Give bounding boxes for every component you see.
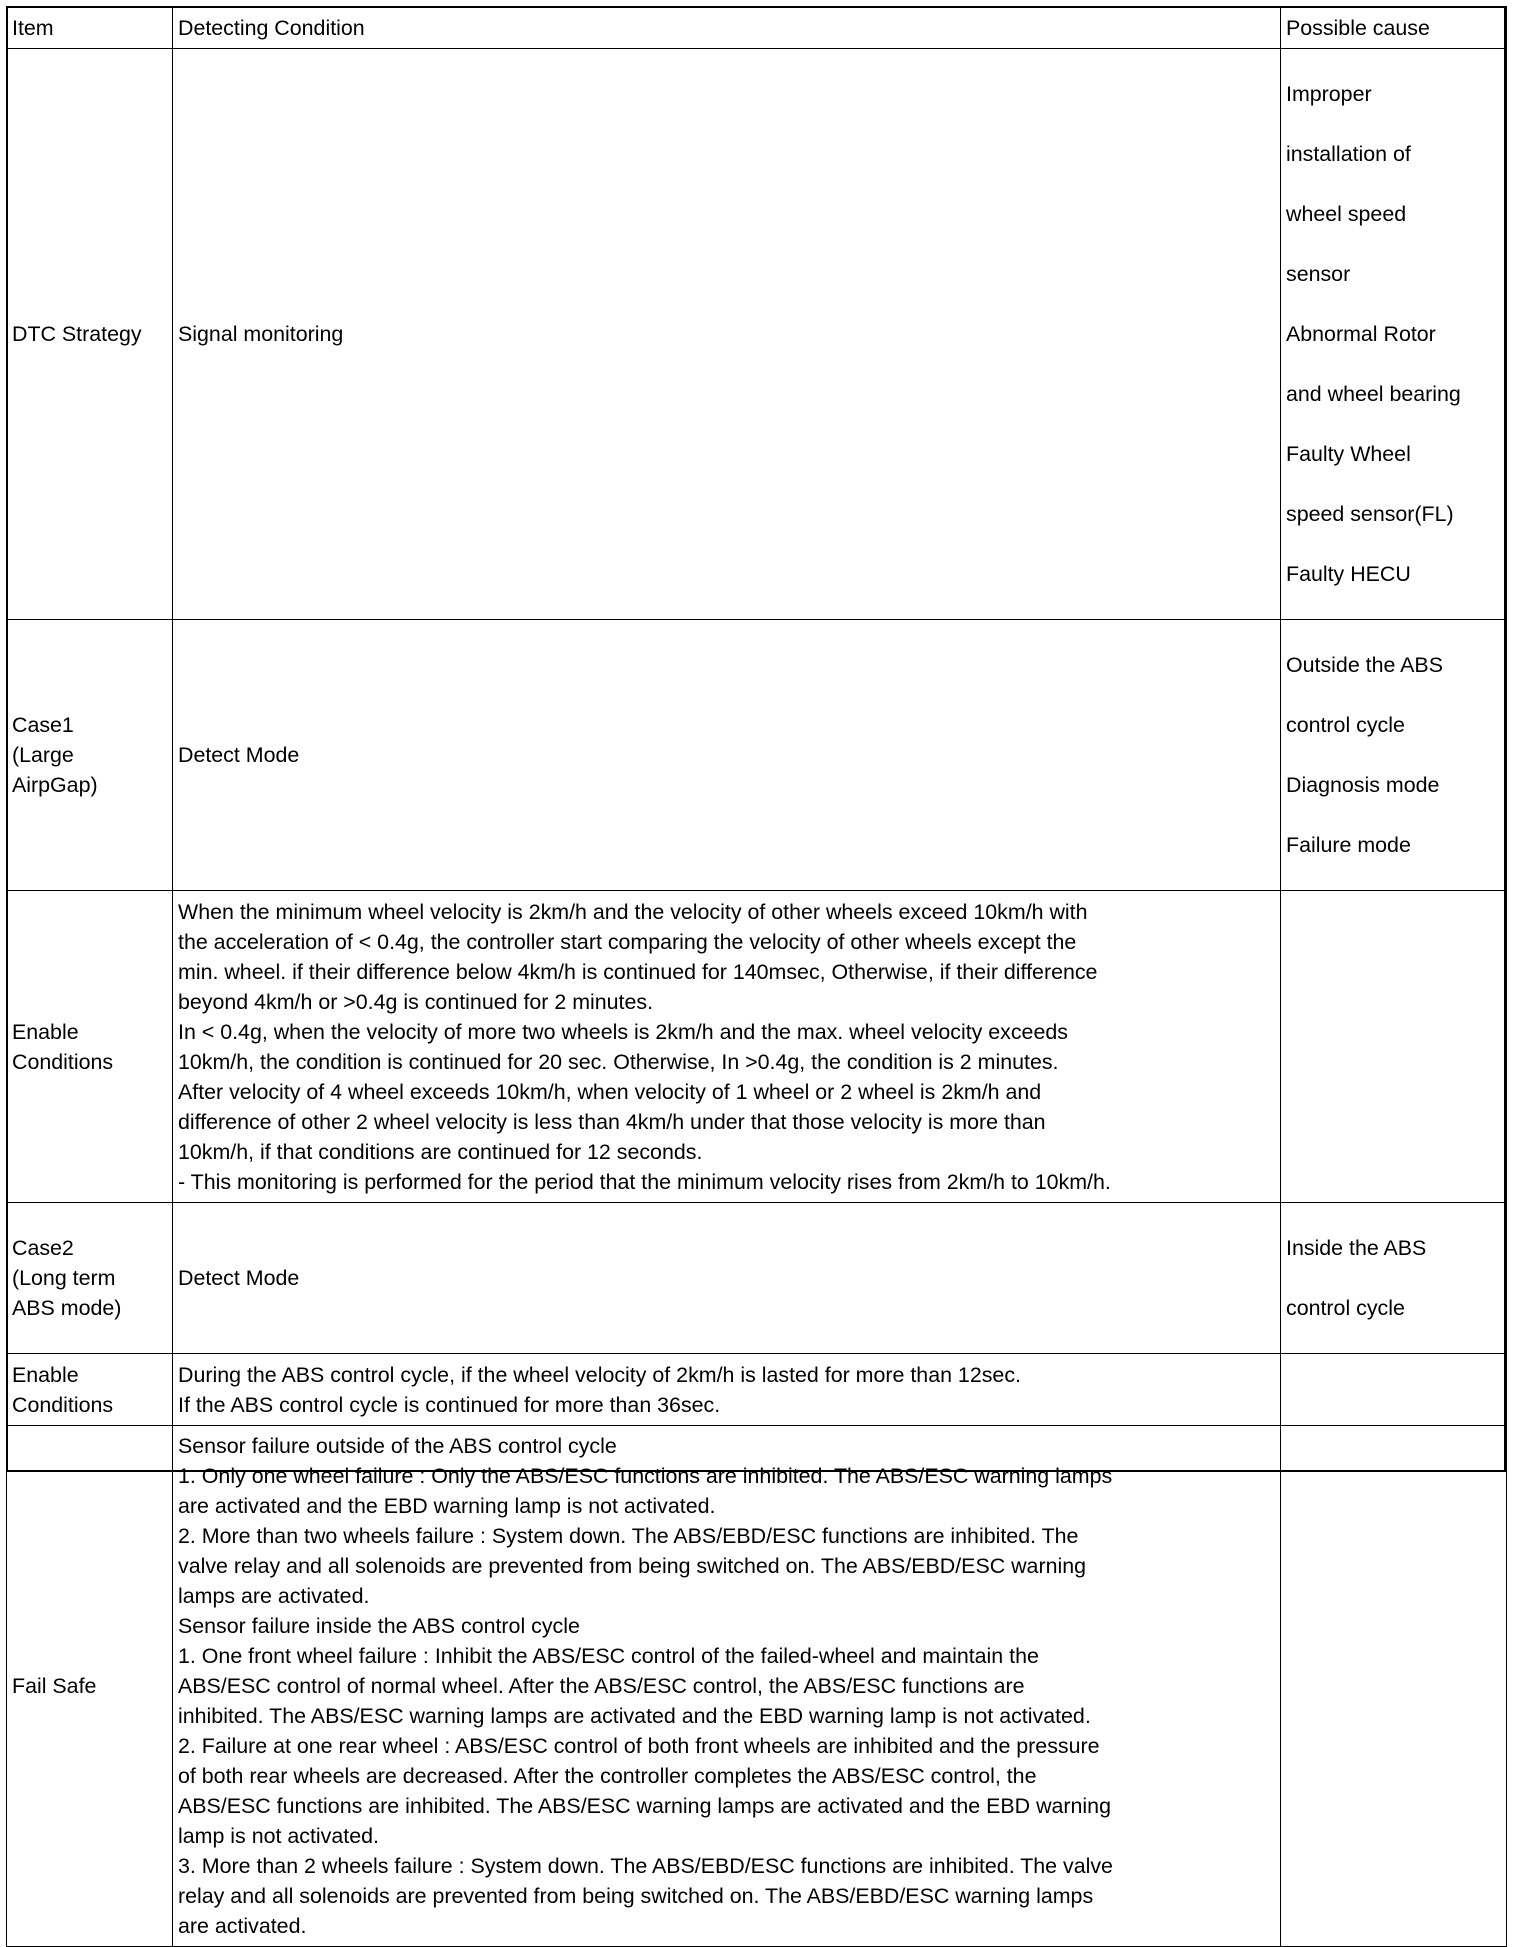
row-condition: Signal monitoring: [173, 49, 1281, 620]
row-cause: [1281, 1354, 1507, 1426]
cause-line: speed sensor(FL): [1286, 502, 1454, 526]
dtc-spec-table: [6, 6, 1507, 1947]
row-cause: [1281, 891, 1507, 1203]
cause-line: Abnormal Rotor: [1286, 322, 1436, 346]
cause-line: control cycle: [1286, 713, 1405, 737]
table-row: [7, 891, 1507, 1203]
row-condition: Detect Mode: [173, 620, 1281, 891]
row-item: Case1 (Large AirpGap): [7, 620, 173, 891]
row-cause: [1281, 1203, 1507, 1354]
row-item: DTC Strategy: [7, 49, 173, 620]
header-item: Item: [7, 7, 173, 49]
cause-line: Improper: [1286, 82, 1372, 106]
header-row: [7, 7, 1507, 49]
table-row: [7, 620, 1507, 891]
row-item: Enable Conditions: [7, 891, 173, 1203]
cause-line: Diagnosis mode: [1286, 773, 1440, 797]
cause-line: Faulty HECU: [1286, 562, 1411, 586]
table-row: [7, 1426, 1507, 1947]
row-cause: [1281, 49, 1507, 620]
cause-line: and wheel bearing: [1286, 382, 1461, 406]
header-detecting-condition: Detecting Condition: [173, 7, 1281, 49]
cause-line: installation of: [1286, 142, 1411, 166]
cause-line: Inside the ABS: [1286, 1236, 1427, 1260]
row-condition: When the minimum wheel velocity is 2km/h and the velocity of other wheels exceed 10km/h with the acceleration of < 0.4g, the controller start comparing the velocity of other wheels except the min. wheel. if their difference below 4km/h is continued for 140msec, Otherwise, if their difference beyond 4km/h or >0.4g is continued for 2 minutes. In < 0.4g, when the velocity of more two wheels is 2km/h and the max. wheel velocity exceeds 10km/h, the condition is continued for 20 sec. Otherwise, In >0.4g, the condition is 2 minutes. After velocity of 4 wheel exceeds 10km/h, when velocity of 1 wheel or 2 wheel is 2km/h and difference of other 2 wheel velocity is less than 4km/h under that those velocity is more than 10km/h, if that conditions are continued for 12 seconds. - This monitoring is performed for the period that the minimum velocity rises from 2km/h to 10km/h.: [173, 891, 1281, 1203]
row-item: Case2 (Long term ABS mode): [7, 1203, 173, 1354]
row-cause: [1281, 1426, 1507, 1947]
cause-line: Faulty Wheel: [1286, 442, 1411, 466]
header-possible-cause: Possible cause: [1281, 7, 1507, 49]
row-condition: Sensor failure outside of the ABS control cycle 1. Only one wheel failure : Only the ABS/ESC functions are inhibited. The ABS/ESC warning lamps are activated and the EBD warning lamp is not activated. 2. More than two wheels failure : System down. The ABS/EBD/ESC functions are inhibited. The valve relay and all solenoids are prevented from being switched on. The ABS/EBD/ESC warning lamps are activated. Sensor failure inside the ABS control cycle 1. One front wheel failure : Inhibit the ABS/ESC control of the failed-wheel and maintain the ABS/ESC control of normal wheel. After the ABS/ESC control, the ABS/ESC functions are inhibited. The ABS/ESC warning lamps are activated and the EBD warning lamp is not activated. 2. Failure at one rear wheel : ABS/ESC control of both front wheels are inhibited and the pressure of both rear wheels are decreased. After the controller completes the ABS/ESC control, the ABS/ESC functions are inhibited. The ABS/ESC warning lamps are activated and the EBD warning lamp is not activated. 3. More than 2 wheels failure : System down. The ABS/EBD/ESC functions are inhibited. The valve relay and all solenoids are prevented from being switched on. The ABS/EBD/ESC warning lamps are activated.: [173, 1426, 1281, 1947]
cause-line: Outside the ABS: [1286, 653, 1443, 677]
row-condition: During the ABS control cycle, if the wheel velocity of 2km/h is lasted for more than 12sec. If the ABS control cycle is continued for more than 36sec.: [173, 1354, 1281, 1426]
row-item: Enable Conditions: [7, 1354, 173, 1426]
row-item: Fail Safe: [7, 1426, 173, 1947]
row-cause: [1281, 620, 1507, 891]
table-row: [7, 49, 1507, 620]
row-condition: Detect Mode: [173, 1203, 1281, 1354]
table-row: [7, 1203, 1507, 1354]
table-row: [7, 1354, 1507, 1426]
cause-line: control cycle: [1286, 1296, 1405, 1320]
cause-line: wheel speed: [1286, 202, 1407, 226]
cause-line: sensor: [1286, 262, 1351, 286]
cause-line: Failure mode: [1286, 833, 1411, 857]
